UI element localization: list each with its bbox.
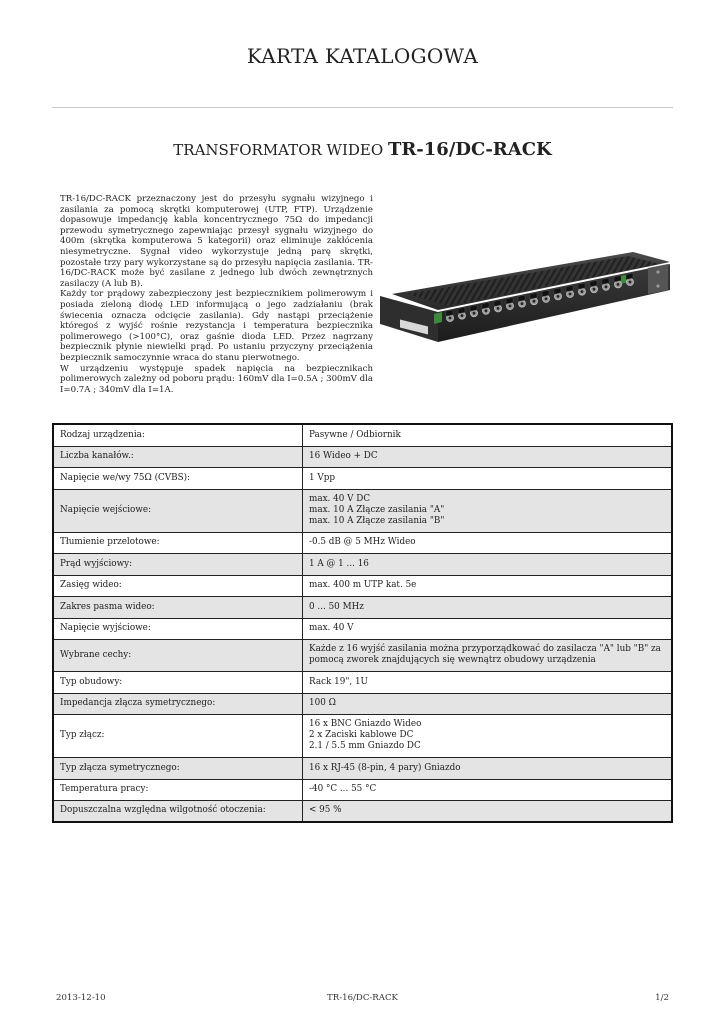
spec-value-line: Każde z 16 wyjść zasilania można przyporządkować do zasilacza "A" lub "B" za <box>309 644 661 654</box>
spec-row <box>53 639 672 671</box>
spec-value-line: -0.5 dB @ 5 MHz Wideo <box>309 537 416 547</box>
spec-label: Tłumienie przelotowe: <box>53 532 303 553</box>
spec-label: Dopuszczalna względna wilgotność otoczenia: <box>53 800 303 822</box>
spec-value-line: < 95 % <box>309 805 342 816</box>
spec-value <box>303 779 673 800</box>
spec-row <box>53 693 672 714</box>
spec-value-line: max. 40 V DC <box>309 494 371 504</box>
spec-value <box>303 446 673 467</box>
spec-value-line: 0 ... 50 MHz <box>309 601 364 612</box>
spec-value-line: max. 10 A Złącze zasilania "A" <box>309 505 445 515</box>
spec-value <box>303 575 673 596</box>
spec-value <box>303 671 673 693</box>
spec-value <box>303 596 673 618</box>
spec-row <box>53 446 672 467</box>
description-paragraph: Każdy tor prądowy zabezpieczony jest bezpiecznikiem polimerowym i posiada zieloną diodę LED informującą o jego zadziałaniu (brak świecenia oznacza odcięcie zasilania). Gdy nastąpi przeciążenie któregoś z wyjść rośnie rezystancja i temperatura bezpiecznika polimerowego (>100°C), oraz gaśnie dioda LED. Przez nagrzany bezpiecznik płynie niewielki prąd. Po ustaniu przyczyny przeciążenia bezpiecznik samoczynnie wraca do stanu pierwotnego. <box>60 289 373 363</box>
product-title <box>0 139 725 160</box>
spec-row <box>53 553 672 575</box>
product-model: TR-16/DC-RACK <box>387 139 552 160</box>
spec-row <box>53 532 672 553</box>
spec-value-line: 16 x RJ-45 (8-pin, 4 pary) Gniazdo <box>309 762 461 773</box>
spec-value <box>303 424 673 446</box>
spec-label: Zakres pasma wideo: <box>53 596 303 618</box>
spec-value <box>303 532 673 553</box>
spec-value <box>303 800 673 822</box>
device-photo <box>378 232 670 342</box>
spec-row <box>53 671 672 693</box>
spec-row <box>53 424 672 446</box>
spec-value-line: 16 Wideo + DC <box>309 451 378 461</box>
spec-value-line: max. 400 m UTP kat. 5e <box>309 580 417 590</box>
spec-value-line: 2 x Zaciski kablowe DC <box>309 730 414 740</box>
footer-date: 2013-12-10 <box>56 993 106 1003</box>
spec-label: Liczba kanałów.: <box>53 446 303 467</box>
spec-value-line: 1 A @ 1 ... 16 <box>309 558 369 569</box>
spec-value-line: 16 x BNC Gniazdo Wideo <box>309 719 422 729</box>
spec-row <box>53 779 672 800</box>
spec-table <box>52 423 673 823</box>
spec-value-line: 100 Ω <box>309 698 336 708</box>
header-divider <box>52 107 673 108</box>
spec-value <box>303 553 673 575</box>
spec-value-line: Pasywne / Odbiornik <box>309 429 401 440</box>
spec-label: Zasięg wideo: <box>53 575 303 596</box>
spec-row <box>53 596 672 618</box>
spec-row <box>53 800 672 822</box>
spec-label: Napięcie wejściowe: <box>53 489 303 532</box>
product-prefix: TRANSFORMATOR WIDEO <box>173 141 384 159</box>
spec-label: Prąd wyjściowy: <box>53 553 303 575</box>
spec-row <box>53 757 672 779</box>
spec-value <box>303 714 673 757</box>
footer-model: TR-16/DC-RACK <box>327 993 398 1003</box>
spec-value-line: Rack 19", 1U <box>309 676 368 687</box>
product-description <box>60 194 373 395</box>
spec-value-line: 2.1 / 5.5 mm Gniazdo DC <box>309 741 421 751</box>
spec-row <box>53 714 672 757</box>
description-paragraph: W urządzeniu występuje spadek napięcia na bezpiecznikach polimerowych zależny od poboru prądu: 160mV dla I=0.5A ; 300mV dla I=0.7A ; 340mV dla I=1A. <box>60 363 373 395</box>
spec-label: Typ złącza symetrycznego: <box>53 757 303 779</box>
spec-value <box>303 757 673 779</box>
spec-value-line: max. 40 V <box>309 623 354 633</box>
description-paragraph: TR-16/DC-RACK przeznaczony jest do przesyłu sygnału wizyjnego i zasilania za pomocą skrętki komputerowej (UTP, FTP). Urządzenie dopasowuje impedancję kabla koncentrycznego 75Ω do impedancji przewodu symetrycznego zapewniając przesył sygnału wizyjnego do 400m (skrętka komputerowa 5 kategorii) oraz eliminuje zakłócenia niesymetryczne. Sygnał video wykorzystuje jedną parę skrętki, pozostałe trzy pary wykorzystane są do przesyłu napięcia zasilania. TR-16/DC-RACK może być zasilane z jednego lub dwóch zewnętrznych zasilaczy (A lub B). <box>60 194 373 289</box>
spec-value-line: -40 °C ... 55 °C <box>309 784 377 794</box>
footer-page-number: 1/2 <box>655 993 669 1003</box>
spec-row <box>53 618 672 639</box>
spec-row <box>53 467 672 489</box>
spec-label: Temperatura pracy: <box>53 779 303 800</box>
spec-value <box>303 489 673 532</box>
spec-label: Napięcie wyjściowe: <box>53 618 303 639</box>
spec-label: Wybrane cechy: <box>53 639 303 671</box>
spec-value-line: pomocą zworek znajdujących się wewnątrz obudowy urządzenia <box>309 655 596 665</box>
spec-value-line: 1 Vpp <box>309 472 336 483</box>
spec-label: Impedancja złącza symetrycznego: <box>53 693 303 714</box>
spec-value <box>303 467 673 489</box>
spec-label: Napięcie we/wy 75Ω (CVBS): <box>53 467 303 489</box>
spec-label: Typ obudowy: <box>53 671 303 693</box>
spec-label: Rodzaj urządzenia: <box>53 424 303 446</box>
spec-value <box>303 618 673 639</box>
spec-value-line: max. 10 A Złącze zasilania "B" <box>309 516 445 526</box>
spec-label: Typ złącz: <box>53 714 303 757</box>
spec-row <box>53 575 672 596</box>
page-title: KARTA KATALOGOWA <box>246 44 479 68</box>
spec-value <box>303 693 673 714</box>
spec-value <box>303 639 673 671</box>
spec-row <box>53 489 672 532</box>
